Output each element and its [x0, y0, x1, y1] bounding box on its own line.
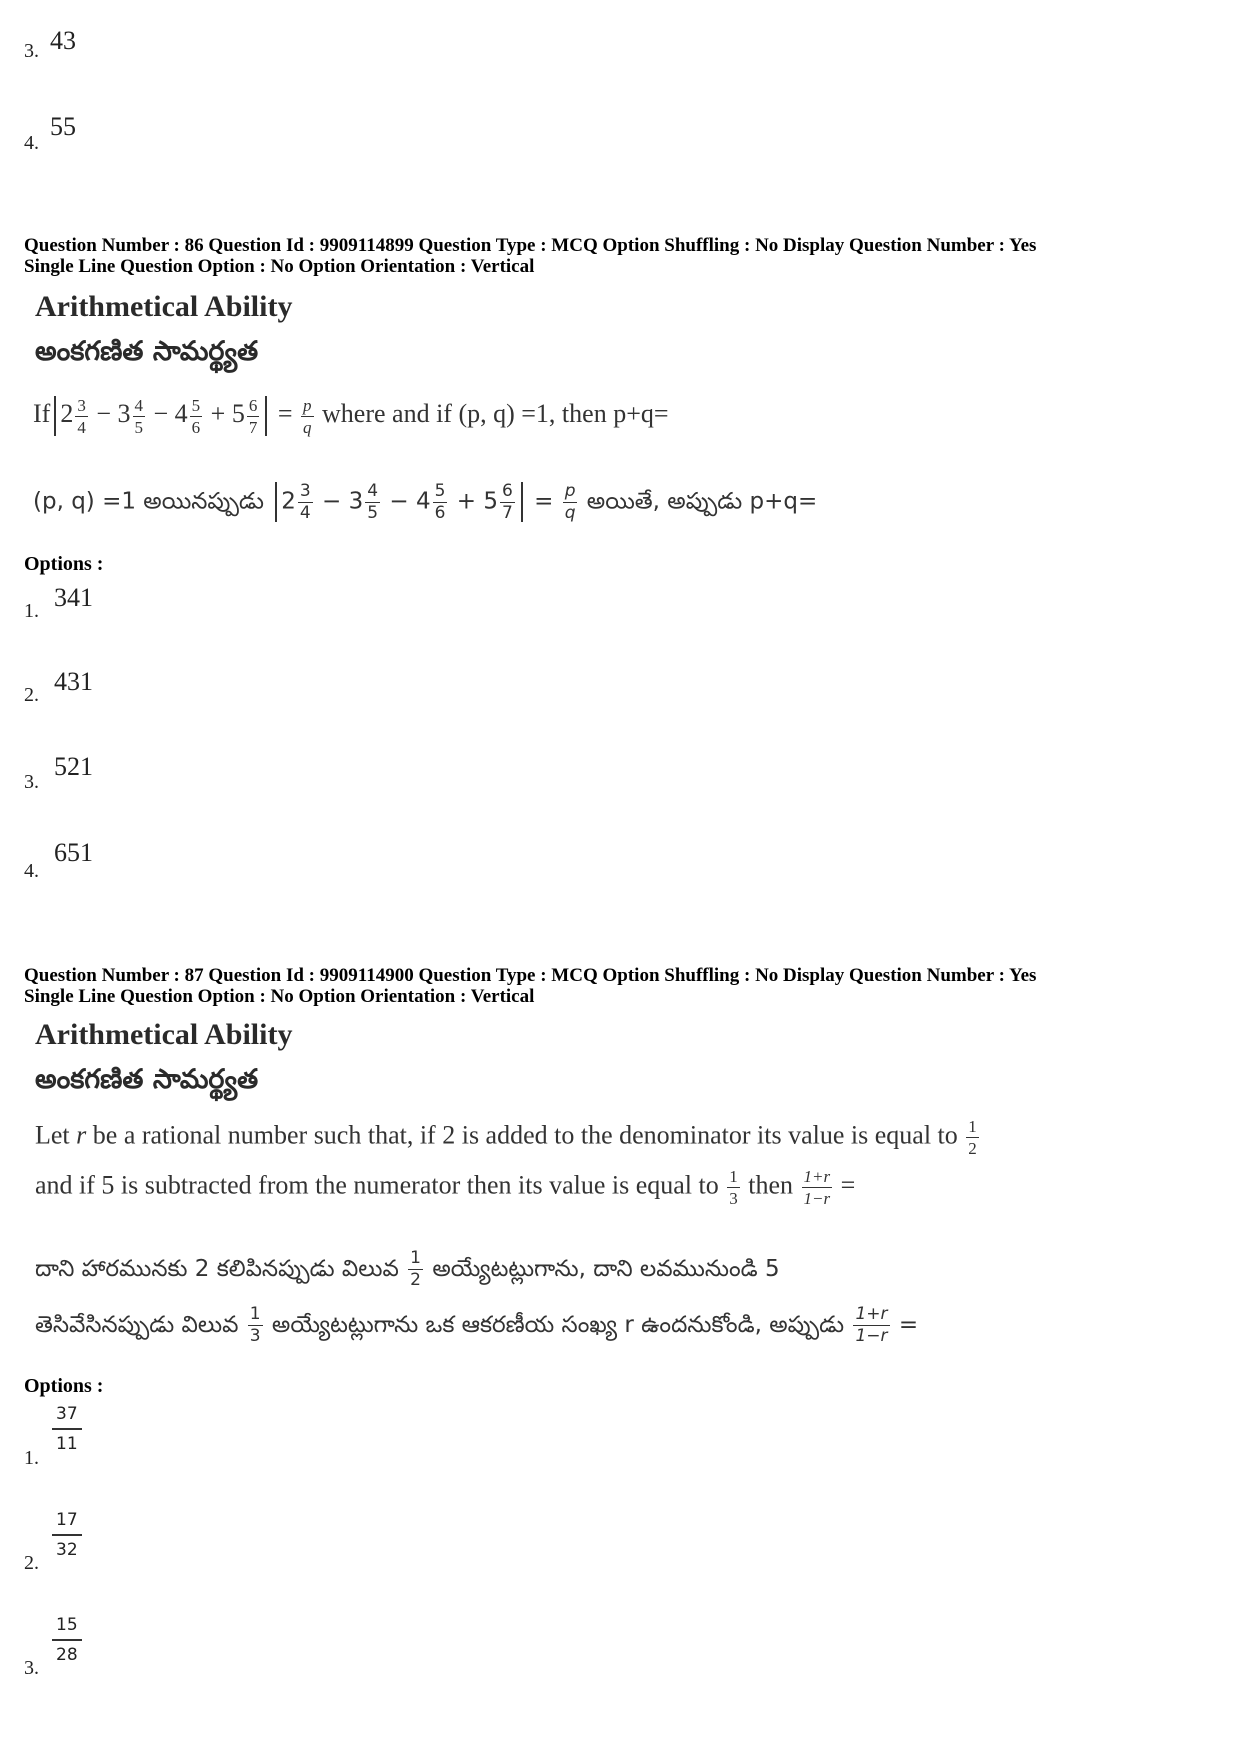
prev-option-4-value: 55 [50, 112, 76, 141]
q86-option-2-value[interactable]: 431 [54, 667, 93, 696]
q87-option-3-number: 3. [24, 1657, 39, 1679]
abs-bar-left [54, 396, 56, 436]
q86-option-4-value[interactable]: 651 [54, 838, 93, 867]
q87-option-1-fraction[interactable]: 37 11 [52, 1404, 82, 1454]
q86-meta-line1: Question Number : 86 Question Id : 9909114899 Question Type : MCQ Option Shuffling : No Display Question Number : Yes [24, 235, 1037, 256]
q87-options-label: Options : [24, 1375, 104, 1397]
q86-option-1-value[interactable]: 341 [54, 583, 93, 612]
q87-question-telugu-line2: తెసివేసినప్పుడు విలువ $\frac{1}{3}$ అయ్యేటట్లుగాను ఒక ఆకరణీయ సంఖ్య r ఉందనుకోండి, అప్పుడు $\frac{1+r}{1-r}$ = [35, 1304, 919, 1346]
q87-option-1-number: 1. [24, 1447, 39, 1469]
q86-subject-english: Arithmetical Ability [35, 290, 293, 323]
q87-option-2-fraction[interactable]: 17 32 [52, 1510, 82, 1560]
q87-question-telugu-line1: దాని హారమునకు 2 కలిపినప్పుడు విలువ $\frac{1}{2}$ అయ్యేటట్లుగాను, దాని లవమునుండి 5 [35, 1248, 780, 1290]
q86-option-1-number: 1. [24, 600, 39, 622]
q87-option-2-number: 2. [24, 1552, 39, 1574]
q86-question-english: If 2 $\frac{3}{4}$ − 3 $\frac{4}{5}$ − 4 $\frac{5}{6}$ + 5 $\frac{6}{7}$ = $\frac{p}{q}$ where and if (p, q) =1, then p+q= [33, 395, 669, 437]
q87-option-3-fraction[interactable]: 15 28 [52, 1615, 82, 1665]
q86-question-telugu: (p, q) =1 అయినప్పుడు 2 $\frac{3}{4}$ − 3 $\frac{4}{5}$ − 4 $\frac{5}{6}$ + 5 $\frac{6}{7}$ = $\frac{p}{q}$ అయితే, అప్పుడు p+q= [33, 480, 818, 523]
prev-option-3-number: 3. [24, 40, 39, 62]
q87-meta-line2: Single Line Question Option : No Option Orientation : Vertical [24, 986, 535, 1007]
q86-meta-line2: Single Line Question Option : No Option Orientation : Vertical [24, 256, 535, 277]
q87-subject-english: Arithmetical Ability [35, 1018, 293, 1051]
abs-bar-right [265, 396, 267, 436]
prev-option-4-number: 4. [24, 132, 39, 154]
q87-subject-telugu: అంకగణిత సామర్థ్యత [35, 1064, 259, 1095]
q86-option-3-number: 3. [24, 771, 39, 793]
q86-options-label: Options : [24, 553, 104, 575]
q86-option-4-number: 4. [24, 860, 39, 882]
q86-option-2-number: 2. [24, 684, 39, 706]
prev-option-3-value: 43 [50, 26, 76, 55]
q87-question-english-line2: and if 5 is subtracted from the numerator then its value is equal to $\frac{1}{3}$ then $\frac{1+r}{1-r}$ = [35, 1167, 856, 1208]
q87-question-english-line1: Let r be a rational number such that, if 2 is added to the denominator its value is equal to $\frac{1}{2}$ [35, 1117, 977, 1158]
q86-subject-telugu: అంకగణిత సామర్థ్యత [35, 336, 259, 367]
q87-meta-line1: Question Number : 87 Question Id : 9909114900 Question Type : MCQ Option Shuffling : No Display Question Number : Yes [24, 965, 1037, 986]
q86-option-3-value[interactable]: 521 [54, 752, 93, 781]
